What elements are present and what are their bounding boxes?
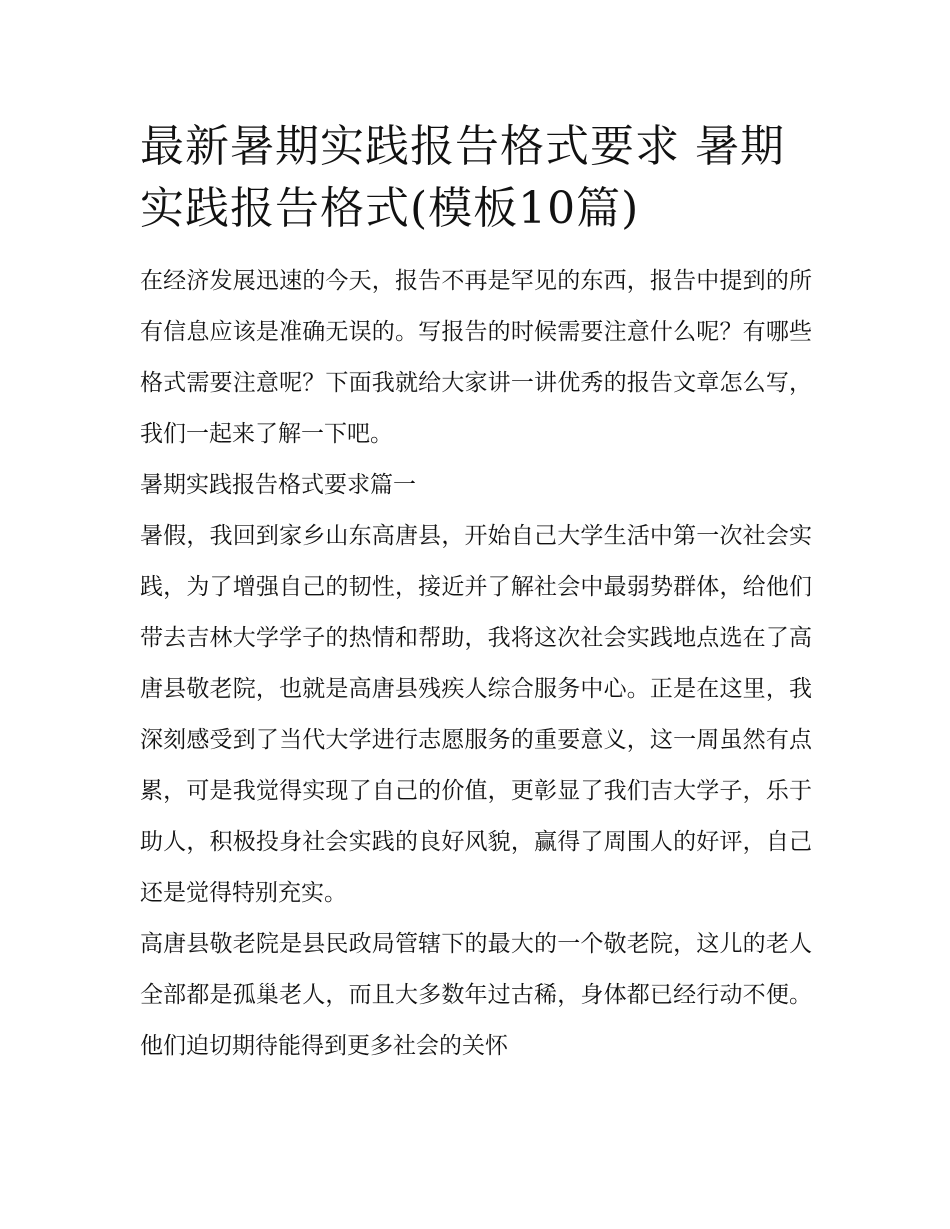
section-heading: 暑期实践报告格式要求篇一 bbox=[140, 472, 416, 498]
body-paragraph-1: 暑假，我回到家乡山东高唐县，开始自己大学生活中第一次社会实践，为了增强自己的韧性，接近并了解社会中最弱势群体，给他们带去吉林大学学子的热情和帮助，我将这次社会实践地点选在了高唐县敬老院，也就是高唐县残疾人综合服务中心。正是在这里，我深刻感受到了当代大学进行志愿服务的重要意义，这一周虽然有点累，可是我觉得实现了自己的价值，更彰显了我们吉大学子，乐于助人，积极投身社会实践的良好风貌，赢得了周围人的好评，自己还是觉得特别充实。 bbox=[140, 523, 812, 906]
document-body bbox=[140, 116, 812, 1072]
body-paragraph-2: 高唐县敬老院是县民政局管辖下的最大的一个敬老院，这儿的老人全部都是孤巢老人，而且大多数年过古稀，身体都已经行动不便。他们迫切期待能得到更多社会的关怀 bbox=[140, 931, 812, 1059]
document-title: 最新暑期实践报告格式要求 暑期实践报告格式(模板10篇) bbox=[140, 121, 785, 234]
intro-paragraph: 在经济发展迅速的今天，报告不再是罕见的东西，报告中提到的所有信息应该是准确无误的。写报告的时候需要注意什么呢？有哪些格式需要注意呢？下面我就给大家讲一讲优秀的报告文章怎么写，我们一起来了解一下吧。 bbox=[140, 268, 812, 447]
